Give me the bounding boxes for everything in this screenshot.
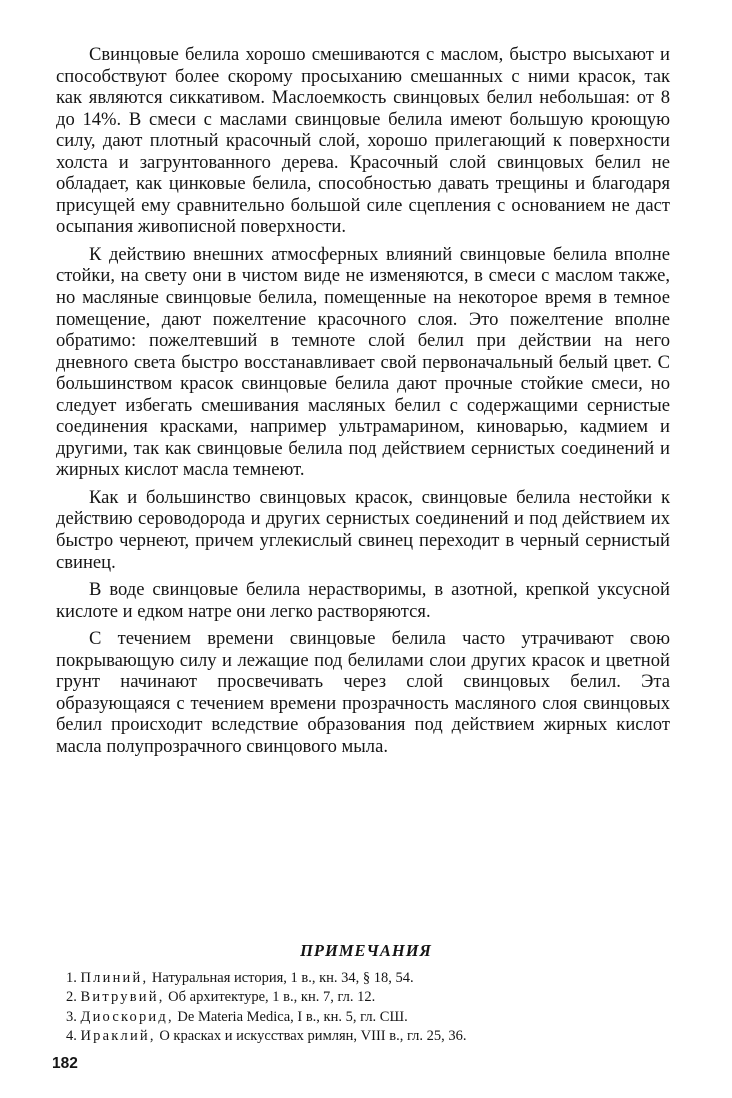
paragraph-2: К действию внешних атмосферных влияний свинцовые белила вполне стойки, на свету они в чистом виде не изменяются, в смеси с маслом также, но масляные свинцовые белила, помещенные на некоторое время в темное помещение, дают пожелтение красочного слоя. Это пожелтение вполне обратимо: пожелтевший в темноте слой белил при действии на него дневного света быстро восстанавливает свой первоначальный белый цвет. С большинством красок свинцовые белила дают прочные стойкие смеси, но следует избегать смешивания масляных белил с содержащими сернистые соединения красками, например ультрамарином, киноварью, кадмием и другими, так как свинцовые белила под действием сернистых соединений и жирных кислот масла темнеют. (56, 243, 670, 481)
body-text (56, 44, 670, 764)
note-reference: О красках и искусствах римлян, VIII в., гл. 25, 36. (159, 1027, 467, 1044)
note-number: 3. (66, 1008, 77, 1025)
note-number: 2. (66, 989, 77, 1006)
note-item (66, 988, 666, 1007)
note-item (66, 969, 666, 988)
note-author: Ираклий, (80, 1027, 156, 1044)
paragraph-5: С течением времени свинцовые белила часто утрачивают свою покрывающую силу и лежащие под белилами слои других красок и цветной грунт начинают просвечивать через слой свинцовых белил. Эта образующаяся с течением времени прозрачность масляного слоя свинцовых белил происходит вследствие образования под действием жирных кислот масла полупрозрачного свинцового мыла. (56, 628, 670, 757)
note-author: Витрувий, (80, 989, 165, 1006)
note-author: Диоскорид, (80, 1008, 174, 1025)
notes-list (66, 969, 666, 1046)
note-reference: Натуральная история, 1 в., кн. 34, § 18, 54. (151, 970, 414, 986)
note-author: Плиний, (80, 970, 149, 986)
note-reference: De Materia Medica, I в., кн. 5, гл. СШ. (177, 1008, 408, 1025)
notes-heading: ПРИМЕЧАНИЯ (300, 941, 432, 960)
note-item (66, 1008, 666, 1027)
note-item (66, 1027, 666, 1046)
paragraph-3: Как и большинство свинцовых красок, свинцовые белила нестойки к действию сероводорода и других сернистых соединений и под действием их быстро чернеют, причем углекислый свинец переходит в черный сернистый свинец. (56, 486, 670, 573)
paragraph-1: Свинцовые белила хорошо смешиваются с маслом, быстро высыхают и способствуют более скорому просыханию смешанных с ними красок, так как являются сиккативом. Маслоемкость свинцовых белил небольшая: от 8 до 14%. В смеси с маслами свинцовые белила имеют большую кроющую силу, дают плотный красочный слой, хорошо прилегающий к поверхности холста и загрунтованного дерева. Красочный слой свинцовых белил не обладает, как цинковые белила, способностью давать трещины и благодаря присущей ему сравнительно большой силе сцепления с основанием не даст осыпания живописной поверхности. (56, 44, 670, 238)
note-number: 4. (66, 1027, 77, 1044)
paragraph-4: В воде свинцовые белила нерастворимы, в азотной, крепкой уксусной кислоте и едком натре они легко растворяются. (56, 579, 670, 622)
page-number: 182 (52, 1055, 78, 1072)
note-reference: Об архитектуре, 1 в., кн. 7, гл. 12. (168, 989, 376, 1006)
note-number: 1. (66, 970, 77, 986)
